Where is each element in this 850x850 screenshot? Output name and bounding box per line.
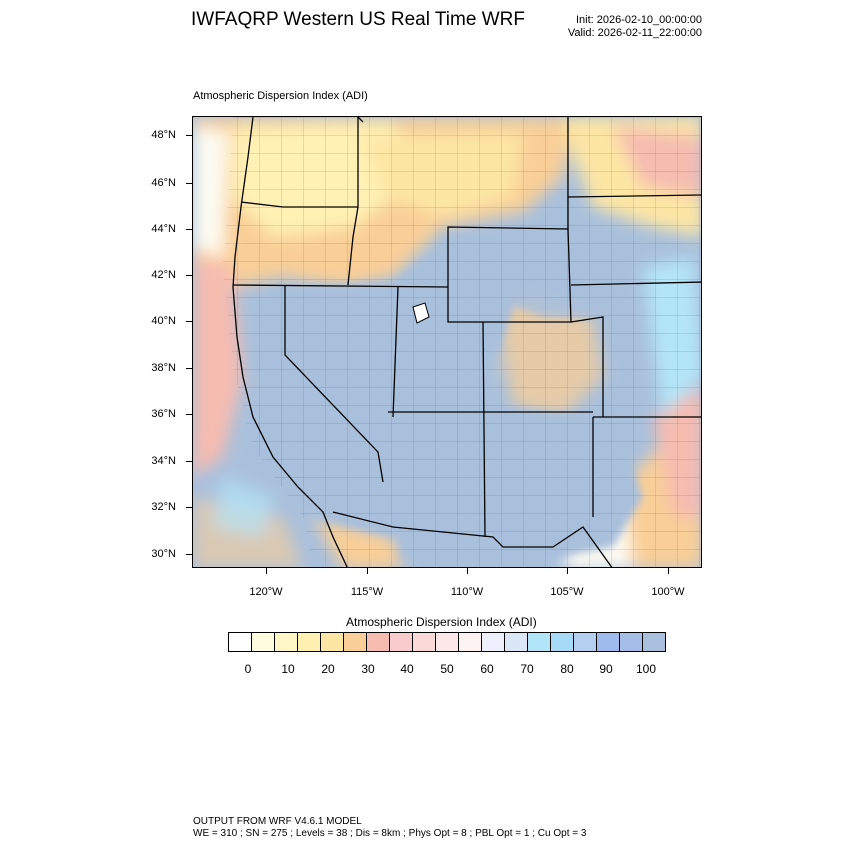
colorbar-box xyxy=(459,633,482,651)
colorbar-label: 10 xyxy=(281,662,295,676)
colorbar-title: Atmospheric Dispersion Index (ADI) xyxy=(346,615,537,629)
model-info-line1: OUTPUT FROM WRF V4.6.1 MODEL xyxy=(193,816,362,827)
colorbar-label: 80 xyxy=(560,662,574,676)
colorbar-box xyxy=(643,633,665,651)
colorbar-box xyxy=(482,633,505,651)
colorbar-label: 90 xyxy=(599,662,613,676)
lat-label-40: 40°N xyxy=(151,315,176,327)
lon-label-105: 105°W xyxy=(550,586,584,598)
lat-tick xyxy=(186,135,192,136)
lat-label-32: 32°N xyxy=(151,501,176,513)
lon-label-110: 110°W xyxy=(450,586,484,598)
lat-tick xyxy=(186,461,192,462)
lat-label-44: 44°N xyxy=(151,223,176,235)
lat-tick xyxy=(186,275,192,276)
model-info xyxy=(193,816,586,840)
lat-tick xyxy=(186,507,192,508)
lat-tick xyxy=(186,229,192,230)
lon-label-115: 115°W xyxy=(350,586,384,598)
colorbar-box xyxy=(436,633,459,651)
colorbar-box xyxy=(344,633,367,651)
lat-label-34: 34°N xyxy=(151,455,176,467)
colorbar-box xyxy=(551,633,574,651)
colorbar-label: 100 xyxy=(635,662,657,676)
field-title: Atmospheric Dispersion Index (ADI) xyxy=(193,90,368,102)
lat-label-42: 42°N xyxy=(151,269,176,281)
lon-label-100: 100°W xyxy=(651,586,685,598)
lat-tick xyxy=(186,414,192,415)
colorbar-label: 40 xyxy=(400,662,414,676)
lon-tick xyxy=(467,568,468,574)
lat-tick xyxy=(186,321,192,322)
lat-label-46: 46°N xyxy=(151,177,176,189)
lat-label-38: 38°N xyxy=(151,362,176,374)
lon-tick xyxy=(567,568,568,574)
colorbar-label: 50 xyxy=(440,662,454,676)
colorbar-box xyxy=(275,633,298,651)
colorbar-box xyxy=(390,633,413,651)
colorbar-box xyxy=(367,633,390,651)
lat-tick xyxy=(186,368,192,369)
colorbar-box xyxy=(620,633,643,651)
colorbar-label: 60 xyxy=(480,662,494,676)
colorbar-box xyxy=(321,633,344,651)
colorbar-box xyxy=(298,633,321,651)
adi-map xyxy=(193,117,702,568)
lat-tick xyxy=(186,554,192,555)
lat-label-48: 48°N xyxy=(151,129,176,141)
colorbar-box xyxy=(505,633,528,651)
colorbar-label: 70 xyxy=(520,662,534,676)
colorbar-label: 20 xyxy=(321,662,335,676)
colorbar xyxy=(228,632,666,652)
colorbar-box xyxy=(597,633,620,651)
lon-tick xyxy=(266,568,267,574)
colorbar-box xyxy=(252,633,275,651)
lat-label-30: 30°N xyxy=(151,548,176,560)
colorbar-box xyxy=(574,633,597,651)
lat-tick xyxy=(186,183,192,184)
init-time: Init: 2026-02-10_00:00:00 xyxy=(576,14,702,26)
colorbar-box xyxy=(413,633,436,651)
map-panel[interactable] xyxy=(192,116,702,568)
lon-label-120: 120°W xyxy=(249,586,283,598)
county-lines xyxy=(223,117,702,568)
valid-time: Valid: 2026-02-11_22:00:00 xyxy=(567,27,702,39)
lat-label-36: 36°N xyxy=(151,408,176,420)
lon-tick xyxy=(668,568,669,574)
colorbar-label: 0 xyxy=(244,662,252,676)
colorbar-box xyxy=(528,633,551,651)
main-title: IWFAQRP Western US Real Time WRF xyxy=(191,9,525,30)
colorbar-box xyxy=(229,633,252,651)
colorbar-label: 30 xyxy=(361,662,375,676)
model-info-line2: WE = 310 ; SN = 275 ; Levels = 38 ; Dis = 8km ; Phys Opt = 8 ; PBL Opt = 1 ; Cu Opt = 3 xyxy=(193,828,587,839)
lon-tick xyxy=(367,568,368,574)
